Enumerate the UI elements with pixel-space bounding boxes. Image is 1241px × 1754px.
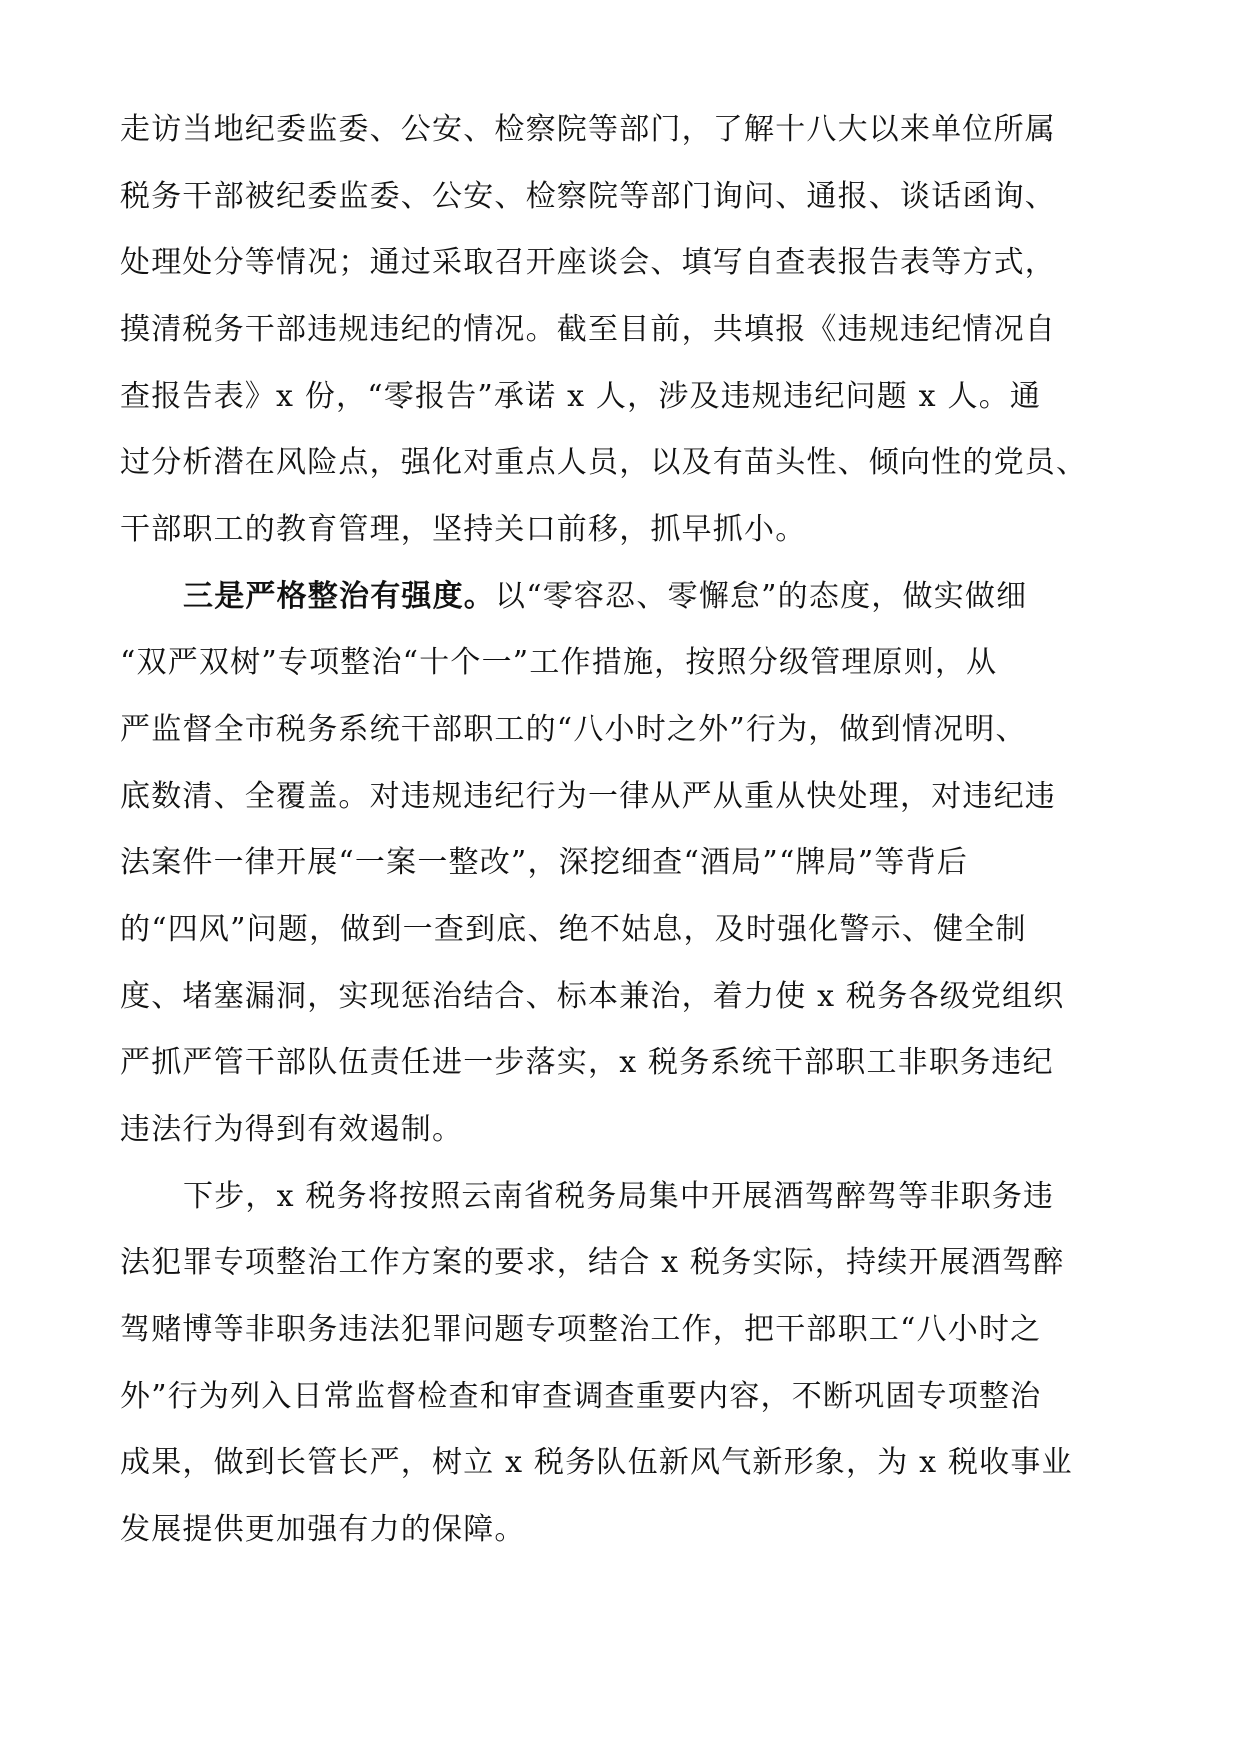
paragraph-1-line-7: 干部职工的教育管理，坚持关口前移，抓早抓小。 bbox=[120, 512, 807, 547]
paragraph-2-line-7: 度、堵塞漏洞，实现惩治结合、标本兼治，着力使 x 税务各级党组织 bbox=[120, 979, 1065, 1014]
paragraph-1-line-6: 过分析潜在风险点，强化对重点人员，以及有苗头性、倾向性的党员、 bbox=[120, 445, 1088, 480]
paragraph-2-line-2: “双严双树”专项整治“十个一”工作措施，按照分级管理原则，从 bbox=[120, 645, 998, 680]
paragraph-2-heading: 三是严格整治有强度。 bbox=[183, 579, 495, 614]
paragraph-3-line-3: 驾赌博等非职务违法犯罪问题专项整治工作，把干部职工“八小时之 bbox=[120, 1312, 1042, 1347]
paragraph-3-line-2: 法犯罪专项整治工作方案的要求，结合 x 税务实际，持续开展酒驾醉 bbox=[120, 1245, 1065, 1280]
paragraph-2-line-6: 的“四风”问题，做到一查到底、绝不姑息，及时强化警示、健全制 bbox=[120, 912, 1027, 947]
paragraph-2-line-9: 违法行为得到有效遏制。 bbox=[120, 1112, 464, 1147]
paragraph-3-line-5: 成果，做到长管长严，树立 x 税务队伍新风气新形象，为 x 税收事业 bbox=[120, 1445, 1073, 1480]
paragraph-1-line-5: 查报告表》x 份，“零报告”承诺 x 人，涉及违规违纪问题 x 人。通 bbox=[120, 379, 1042, 414]
paragraph-2-line-3: 严监督全市税务系统干部职工的“八小时之外”行为，做到情况明、 bbox=[120, 712, 1027, 747]
paragraph-1-line-2: 税务干部被纪委监委、公安、检察院等部门询问、通报、谈话函询、 bbox=[120, 179, 1056, 214]
paragraph-2-line-5: 法案件一律开展“一案一整改”，深挖细查“酒局”“牌局”等背后 bbox=[120, 845, 969, 880]
paragraph-2-line-1 bbox=[183, 579, 1027, 615]
paragraph-1-line-4: 摸清税务干部违规违纪的情况。截至目前，共填报《违规违纪情况自 bbox=[120, 312, 1056, 347]
paragraph-2-line-8: 严抓严管干部队伍责任进一步落实，x 税务系统干部职工非职务违纪 bbox=[120, 1045, 1054, 1080]
paragraph-1-line-3: 处理处分等情况；通过采取召开座谈会、填写自查表报告表等方式， bbox=[120, 245, 1056, 280]
paragraph-1-line-1: 走访当地纪委监委、公安、检察院等部门，了解十八大以来单位所属 bbox=[120, 112, 1056, 147]
paragraph-3-line-6: 发展提供更加强有力的保障。 bbox=[120, 1512, 526, 1547]
paragraph-2-first-line-text: 以“零容忍、零懈怠”的态度，做实做细 bbox=[495, 579, 1028, 614]
paragraph-3-line-1: 下步，x 税务将按照云南省税务局集中开展酒驾醉驾等非职务违 bbox=[183, 1179, 1055, 1214]
paragraph-2-line-4: 底数清、全覆盖。对违规违纪行为一律从严从重从快处理，对违纪违 bbox=[120, 779, 1056, 814]
paragraph-3-line-4: 外”行为列入日常监督检查和审查调查重要内容，不断巩固专项整治 bbox=[120, 1379, 1042, 1414]
